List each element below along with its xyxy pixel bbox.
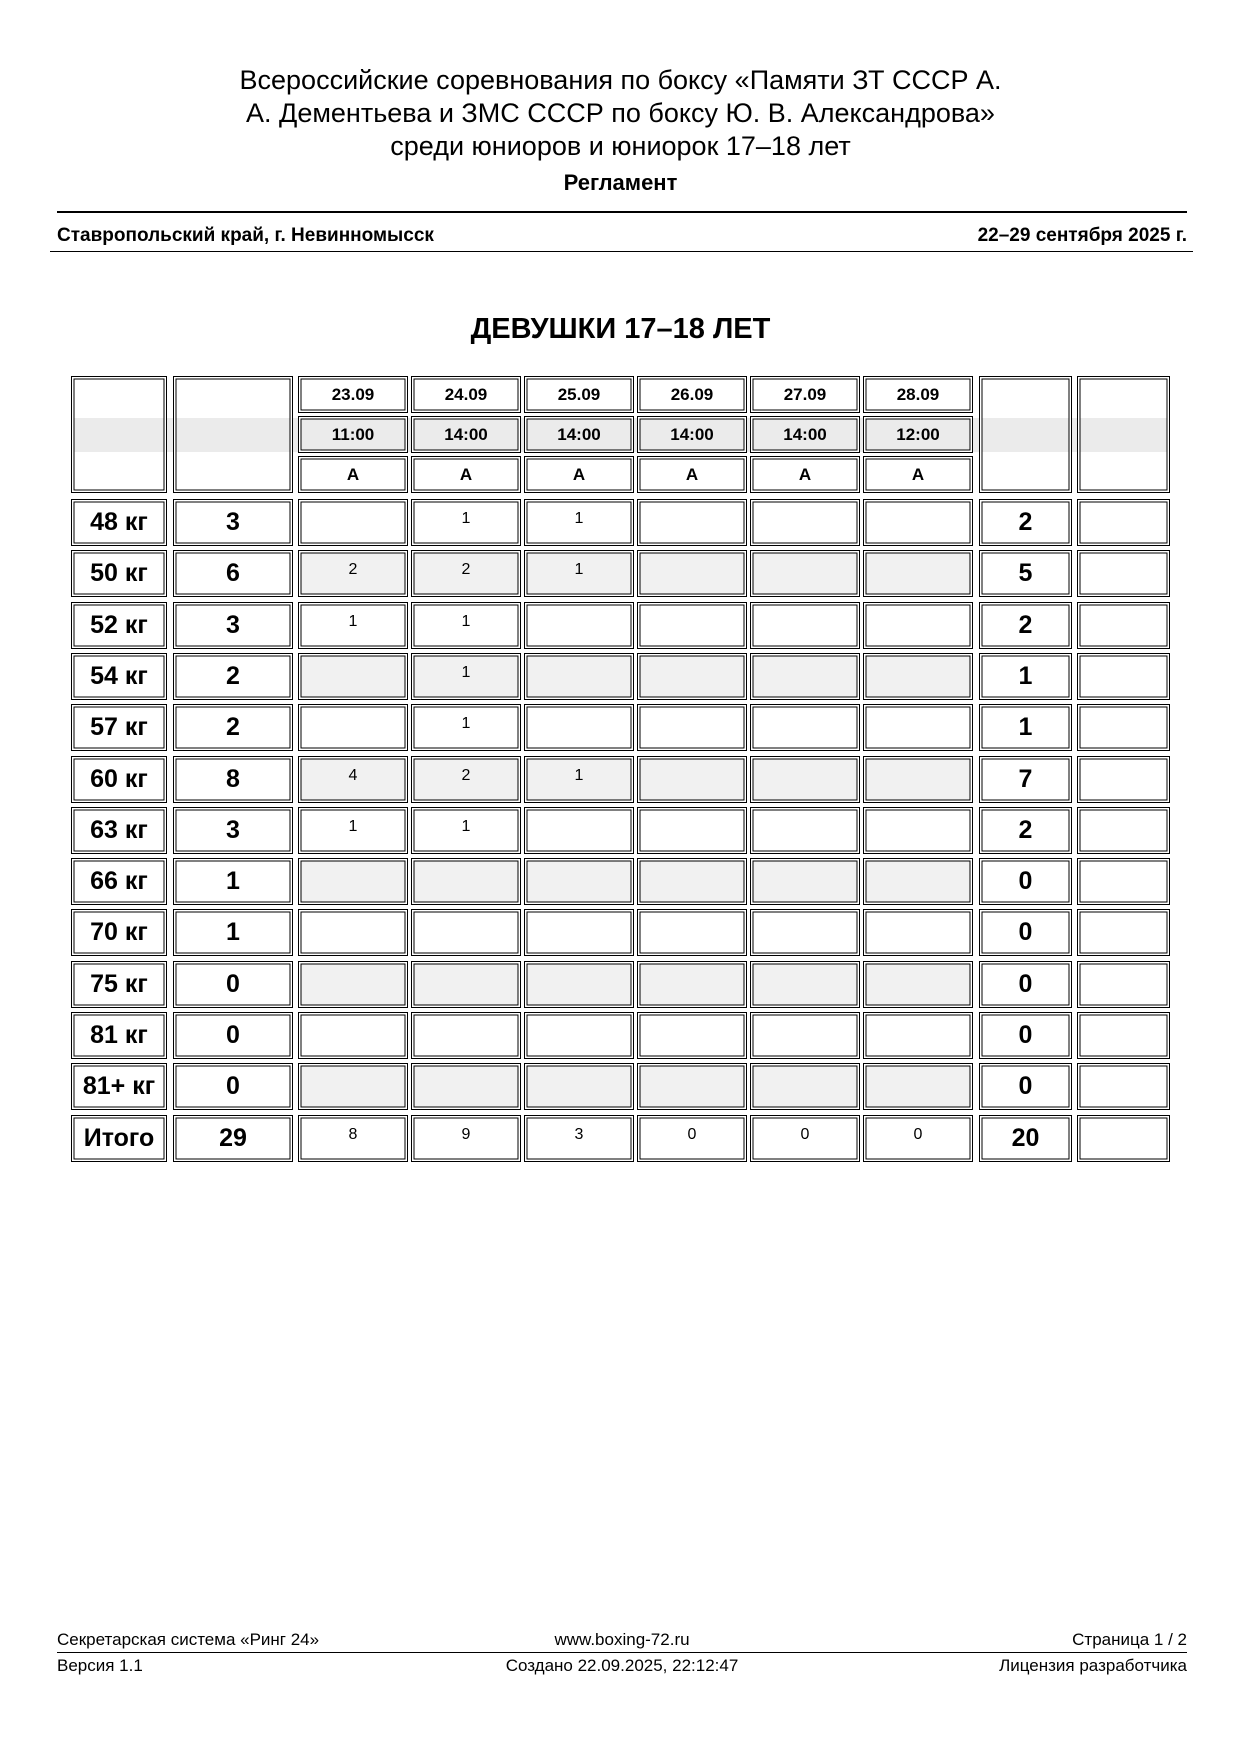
header-blank-cell: [1077, 376, 1170, 493]
section-title: ДЕВУШКИ 17–18 ЛЕТ: [470, 313, 771, 345]
weight-category-cell: 75 кг: [71, 961, 167, 1008]
bouts-count-cell: [637, 858, 747, 905]
bouts-count-cell: [411, 1063, 521, 1110]
bouts-count-cell: [298, 1063, 408, 1110]
bouts-count-cell: [298, 704, 408, 751]
weight-category-cell: 57 кг: [71, 704, 167, 751]
day-date-header: 23.09: [298, 376, 408, 413]
day-time-header: 11:00: [298, 416, 408, 453]
day-date-header: 25.09: [524, 376, 634, 413]
bouts-count-cell: [298, 858, 408, 905]
day-ring-header: A: [637, 456, 747, 493]
footer-website[interactable]: www.boxing-72.ru: [554, 1630, 690, 1649]
bouts-count-cell: 1: [298, 807, 408, 854]
day-ring-header: A: [411, 456, 521, 493]
day-date-header: 28.09: [863, 376, 973, 413]
event-dates: 22–29 сентября 2025 г.: [977, 225, 1187, 246]
bouts-count-cell: [637, 1012, 747, 1059]
bouts-count-cell: [524, 1063, 634, 1110]
weight-category-cell: 63 кг: [71, 807, 167, 854]
footer-system: Секретарская система «Ринг 24»: [57, 1630, 320, 1649]
weight-category-cell: 70 кг: [71, 909, 167, 956]
day-time-header: 14:00: [411, 416, 521, 453]
header-blank-cell: [71, 376, 167, 493]
bouts-result-cell: 5: [979, 550, 1072, 597]
day-time-header: 14:00: [637, 416, 747, 453]
bouts-count-cell: 1: [411, 704, 521, 751]
notes-cell: [1077, 909, 1170, 956]
bouts-count-cell: [524, 807, 634, 854]
title-line-1: Всероссийские соревнования по боксу «Памяти ЗТ СССР А.: [239, 65, 1002, 95]
bouts-result-cell: 0: [979, 1012, 1072, 1059]
header-divider-top: [57, 211, 1187, 213]
bouts-count-cell: 1: [524, 499, 634, 546]
participants-total-cell: 1: [173, 909, 293, 956]
document-subtitle: Регламент: [563, 170, 678, 195]
footer-license: Лицензия разработчика: [999, 1656, 1187, 1675]
bouts-count-cell: [524, 909, 634, 956]
notes-cell: [1077, 653, 1170, 700]
bouts-count-cell: [298, 1012, 408, 1059]
bouts-result-cell: 0: [979, 858, 1072, 905]
bouts-count-cell: [637, 756, 747, 803]
bouts-count-cell: [524, 961, 634, 1008]
bouts-count-cell: [298, 909, 408, 956]
bouts-count-cell: [863, 550, 973, 597]
bouts-count-cell: 0: [637, 1115, 747, 1162]
bouts-count-cell: [298, 653, 408, 700]
bouts-count-cell: [637, 602, 747, 649]
bouts-count-cell: [524, 1012, 634, 1059]
notes-cell: [1077, 704, 1170, 751]
bouts-count-cell: [863, 499, 973, 546]
footer-version: Версия 1.1: [57, 1656, 143, 1675]
bouts-count-cell: 1: [524, 550, 634, 597]
participants-total-cell: 0: [173, 1063, 293, 1110]
bouts-result-cell: 2: [979, 807, 1072, 854]
bouts-count-cell: [750, 704, 860, 751]
bouts-count-cell: [524, 602, 634, 649]
bouts-count-cell: [750, 550, 860, 597]
footer-page-number: Страница 1 / 2: [1072, 1630, 1187, 1649]
bouts-count-cell: 9: [411, 1115, 521, 1162]
weight-category-cell: 81+ кг: [71, 1063, 167, 1110]
bouts-result-cell: 2: [979, 602, 1072, 649]
bouts-result-cell: 2: [979, 499, 1072, 546]
bouts-count-cell: [750, 653, 860, 700]
weight-category-cell: 60 кг: [71, 756, 167, 803]
day-date-header: 26.09: [637, 376, 747, 413]
bouts-count-cell: 2: [411, 756, 521, 803]
weight-category-cell: 81 кг: [71, 1012, 167, 1059]
bouts-result-cell: 7: [979, 756, 1072, 803]
participants-total-cell: 1: [173, 858, 293, 905]
day-ring-header: A: [298, 456, 408, 493]
participants-total-cell: 29: [173, 1115, 293, 1162]
day-date-header: 24.09: [411, 376, 521, 413]
bouts-count-cell: [750, 756, 860, 803]
bouts-result-cell: 0: [979, 1063, 1072, 1110]
bouts-count-cell: [524, 653, 634, 700]
bouts-count-cell: [750, 1012, 860, 1059]
bouts-count-cell: [863, 653, 973, 700]
bouts-count-cell: [637, 499, 747, 546]
footer-divider: [57, 1652, 1187, 1653]
bouts-count-cell: [298, 961, 408, 1008]
notes-cell: [1077, 1063, 1170, 1110]
weight-category-cell: 66 кг: [71, 858, 167, 905]
footer-created: Создано 22.09.2025, 22:12:47: [505, 1656, 739, 1675]
day-ring-header: A: [750, 456, 860, 493]
event-location: Ставропольский край, г. Невинномысск: [57, 225, 434, 246]
bouts-count-cell: [411, 909, 521, 956]
bouts-count-cell: [863, 961, 973, 1008]
bouts-count-cell: [637, 961, 747, 1008]
bouts-result-cell: 0: [979, 909, 1072, 956]
bouts-count-cell: 1: [411, 807, 521, 854]
bouts-count-cell: [637, 807, 747, 854]
bouts-count-cell: [411, 1012, 521, 1059]
participants-total-cell: 2: [173, 704, 293, 751]
notes-cell: [1077, 961, 1170, 1008]
bouts-count-cell: [863, 1063, 973, 1110]
bouts-count-cell: 1: [411, 653, 521, 700]
notes-cell: [1077, 807, 1170, 854]
bouts-count-cell: [298, 499, 408, 546]
bouts-count-cell: [750, 499, 860, 546]
bouts-count-cell: [637, 909, 747, 956]
weight-category-cell: 48 кг: [71, 499, 167, 546]
bouts-count-cell: 0: [863, 1115, 973, 1162]
weight-category-cell: 52 кг: [71, 602, 167, 649]
bouts-count-cell: 4: [298, 756, 408, 803]
bouts-count-cell: [863, 704, 973, 751]
bouts-count-cell: 8: [298, 1115, 408, 1162]
participants-total-cell: 8: [173, 756, 293, 803]
bouts-count-cell: 1: [411, 602, 521, 649]
header-blank-cell: [173, 376, 293, 493]
notes-cell: [1077, 1012, 1170, 1059]
participants-total-cell: 6: [173, 550, 293, 597]
day-time-header: 14:00: [524, 416, 634, 453]
participants-total-cell: 0: [173, 961, 293, 1008]
bouts-count-cell: [411, 961, 521, 1008]
bouts-count-cell: [863, 807, 973, 854]
weight-category-cell: 54 кг: [71, 653, 167, 700]
participants-total-cell: 0: [173, 1012, 293, 1059]
participants-total-cell: 3: [173, 807, 293, 854]
notes-cell: [1077, 858, 1170, 905]
bouts-count-cell: [863, 858, 973, 905]
header-blank-cell: [979, 376, 1072, 493]
bouts-count-cell: 2: [298, 550, 408, 597]
bouts-count-cell: [637, 1063, 747, 1110]
bouts-count-cell: [750, 602, 860, 649]
day-date-header: 27.09: [750, 376, 860, 413]
day-time-header: 14:00: [750, 416, 860, 453]
bouts-count-cell: [750, 909, 860, 956]
bouts-count-cell: [863, 1012, 973, 1059]
notes-cell: [1077, 602, 1170, 649]
weight-category-cell: 50 кг: [71, 550, 167, 597]
bouts-count-cell: 0: [750, 1115, 860, 1162]
bouts-count-cell: [863, 602, 973, 649]
bouts-count-cell: [750, 961, 860, 1008]
day-ring-header: A: [524, 456, 634, 493]
weight-category-cell: Итого: [71, 1115, 167, 1162]
bouts-count-cell: 1: [524, 756, 634, 803]
notes-cell: [1077, 756, 1170, 803]
participants-total-cell: 2: [173, 653, 293, 700]
participants-total-cell: 3: [173, 499, 293, 546]
bouts-count-cell: [637, 550, 747, 597]
day-ring-header: A: [863, 456, 973, 493]
bouts-count-cell: 1: [298, 602, 408, 649]
title-line-3: среди юниоров и юниорок 17–18 лет: [390, 131, 851, 161]
bouts-result-cell: 20: [979, 1115, 1072, 1162]
bouts-count-cell: [637, 653, 747, 700]
notes-cell: [1077, 1115, 1170, 1162]
bouts-count-cell: 3: [524, 1115, 634, 1162]
bouts-count-cell: [863, 756, 973, 803]
bouts-count-cell: [524, 858, 634, 905]
header-divider-bottom: [50, 251, 1193, 252]
participants-total-cell: 3: [173, 602, 293, 649]
bouts-count-cell: 1: [411, 499, 521, 546]
bouts-count-cell: [411, 858, 521, 905]
day-time-header: 12:00: [863, 416, 973, 453]
bouts-count-cell: [750, 807, 860, 854]
bouts-count-cell: [750, 858, 860, 905]
bouts-count-cell: [863, 909, 973, 956]
bouts-count-cell: [524, 704, 634, 751]
notes-cell: [1077, 550, 1170, 597]
document-title: [0, 64, 1241, 163]
bouts-result-cell: 0: [979, 961, 1072, 1008]
bouts-result-cell: 1: [979, 653, 1072, 700]
bouts-count-cell: [750, 1063, 860, 1110]
title-line-2: А. Дементьева и ЗМС СССР по боксу Ю. В. Александрова»: [246, 98, 995, 128]
bouts-result-cell: 1: [979, 704, 1072, 751]
bouts-count-cell: 2: [411, 550, 521, 597]
notes-cell: [1077, 499, 1170, 546]
bouts-count-cell: [637, 704, 747, 751]
